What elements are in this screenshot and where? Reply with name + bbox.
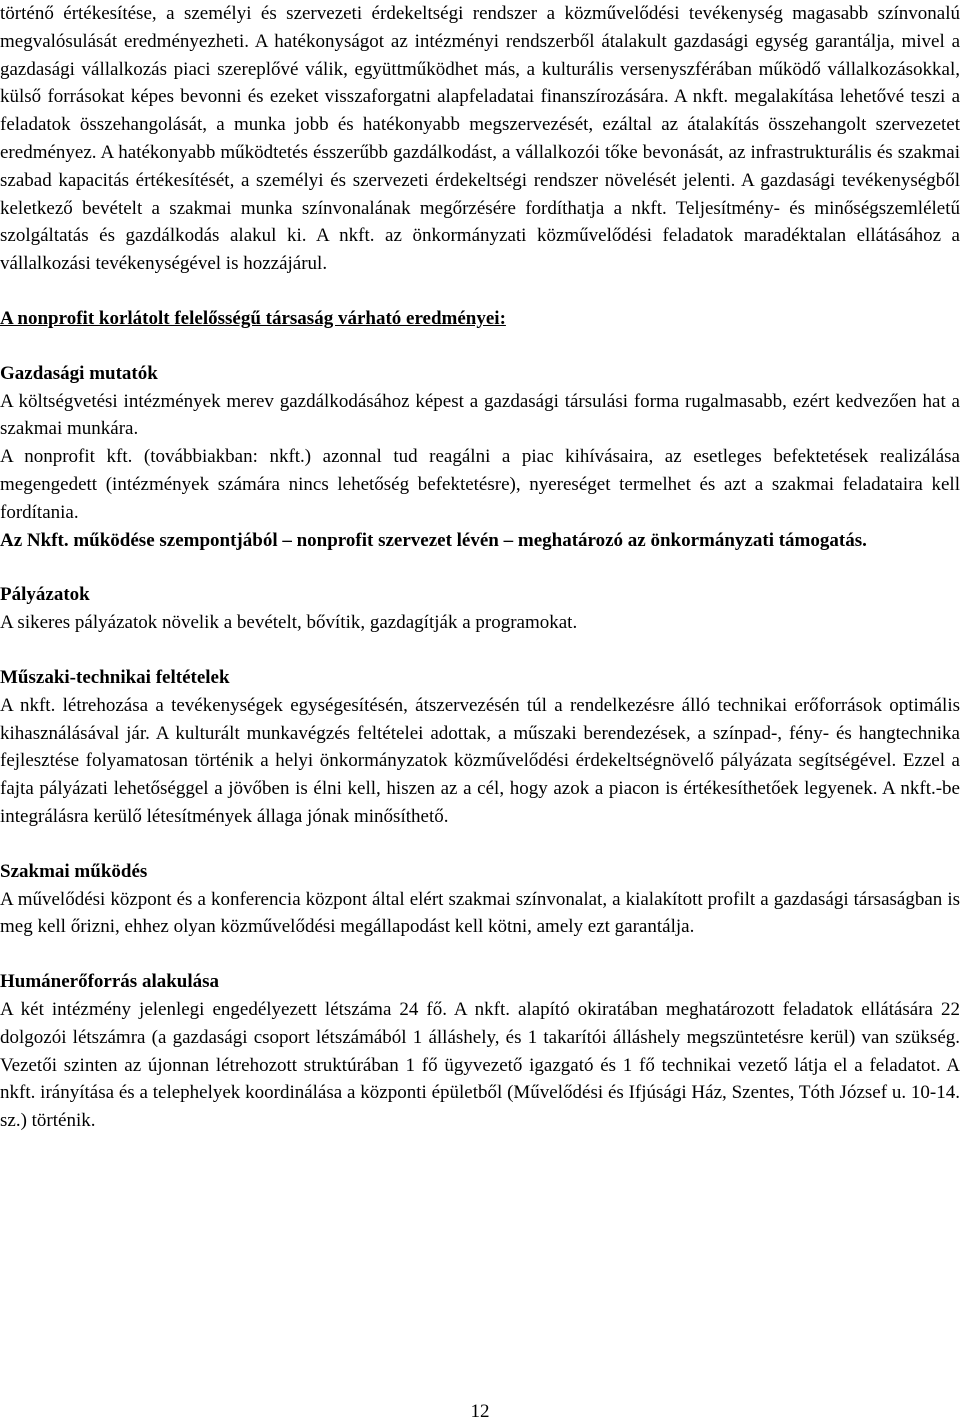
economic-heading: Gazdasági mutatók	[0, 362, 158, 384]
spacer	[0, 637, 960, 664]
technical-paragraph-1: A nkft. létrehozása a tevékenységek egységesítésén, átszervezésén túl a rendelkezésre álló technikai erőforrások optimális kihasználásával jár. A kulturált munkavégzés feltételei adottak, a műszaki berendezések, a színpad-, fény- és hangtechnika fejlesztése folyamatosan történik a helyi önkormányzatok közművelődési érdekeltségnövelő pályázata segítségével. Ezzel a fajta pályázati lehetőséggel a jövőben is élni kell, hiszen az a cél, hogy azok a piacon is értékesíthetőek legyenek. A nkft.-be integrálásra kerülő létesítmények állaga jónak minősíthető.	[0, 694, 960, 827]
tenders-heading: Pályázatok	[0, 584, 90, 606]
tenders-paragraph-1: A sikeres pályázatok növelik a bevételt, bővítik, gazdagítják a programokat.	[0, 612, 578, 634]
section-heading: A nonprofit korlátolt felelősségű társaság várható eredményei:	[0, 307, 506, 329]
hr-heading: Humánerőforrás alakulása	[0, 971, 220, 993]
hr-paragraph-1: A két intézmény jelenlegi engedélyezett létszáma 24 fő. A nkft. alapító okiratában meghatározott feladatok ellátására 22 dolgozói létszámra (a gazdasági csoport létszámából 1 álláshely, és 1 takarítói álláshely megszüntetésre kerül) van szükség. Vezetői szinten az újonnan létrehozott struktúrában 1 fő ügyvezető igazgató és 1 fő technikai vezető látja el a feladatot. A nkft. irányítása és a telephelyek koordinálása a központi épületből (Művelődési és Ifjúsági Ház, Szentes, Tóth József u. 10-14. sz.) történik.	[0, 998, 960, 1132]
spacer	[0, 554, 960, 581]
technical-heading: Műszaki-technikai feltételek	[0, 666, 230, 688]
professional-heading: Szakmai működés	[0, 860, 148, 882]
professional-paragraph-1: A művelődési központ és a konferencia központ által elért szakmai színvonalat, a kialakított profilt a gazdasági társaságban is meg kell őrizni, ehhez olyan közművelődési megállapodást kell kötni, amely ezt garantálja.	[0, 888, 960, 938]
intro-paragraph: történő értékesítése, a személyi és szervezeti érdekeltségi rendszer a közművelődési tevékenység magasabb színvonalú megvalósulását eredményezheti. A hatékonyságot az intézményi rendszerből átalakult gazdasági egység garantálja, mivel a gazdasági vállalkozás piaci szereplővé válik, együttműködhet más, a kulturális versenyszférában működő vállalkozásokkal, külső forrásokat képes bevonni és ezeket visszaforgatni alapfeladatai finanszírozására. A nkft. megalakítása lehetővé teszi a feladatok összehangolását, a munka jobb és hatékonyabb megszervezését, ezáltal az átalakítás összehangolt szervezetet eredményez. A hatékonyabb működtetés ésszerűbb gazdálkodást, a vállalkozói tőke bevonását, az infrastrukturális és szakmai szabad kapacitás értékesítését, a személyi és szervezeti érdekeltségi rendszer növelését jelenti. A gazdasági tevékenységből keletkező bevételt a szakmai munka színvonalának megőrzésére fordíthatja a nkft. Teljesítmény- és minőségszemléletű szolgáltatás és gazdálkodás alakul ki. A nkft. az önkormányzati közművelődési feladatok maradéktalan ellátásához a vállalkozási tevékenységével is hozzájárul.	[0, 3, 960, 275]
page-number: 12	[470, 1401, 490, 1422]
economic-paragraph-2: A nonprofit kft. (továbbiakban: nkft.) azonnal tud reagálni a piac kihívásaira, az esetleges befektetések realizálása megengedett (intézmények számára nincs lehetőség befektetésre), nyereséget termelhet és azt a szakmai feladataira kell fordítania.	[0, 446, 960, 523]
spacer	[0, 941, 960, 968]
spacer	[0, 278, 960, 305]
economic-paragraph-3: Az Nkft. működése szempontjából – nonprofit szervezet lévén – meghatározó az önkormányzati támogatás.	[0, 529, 867, 551]
spacer	[0, 333, 960, 360]
economic-paragraph-1: A költségvetési intézmények merev gazdálkodásához képest a gazdasági társulási forma rugalmasabb, ezért kedvezően hat a szakmai munkára.	[0, 390, 960, 440]
spacer	[0, 831, 960, 858]
